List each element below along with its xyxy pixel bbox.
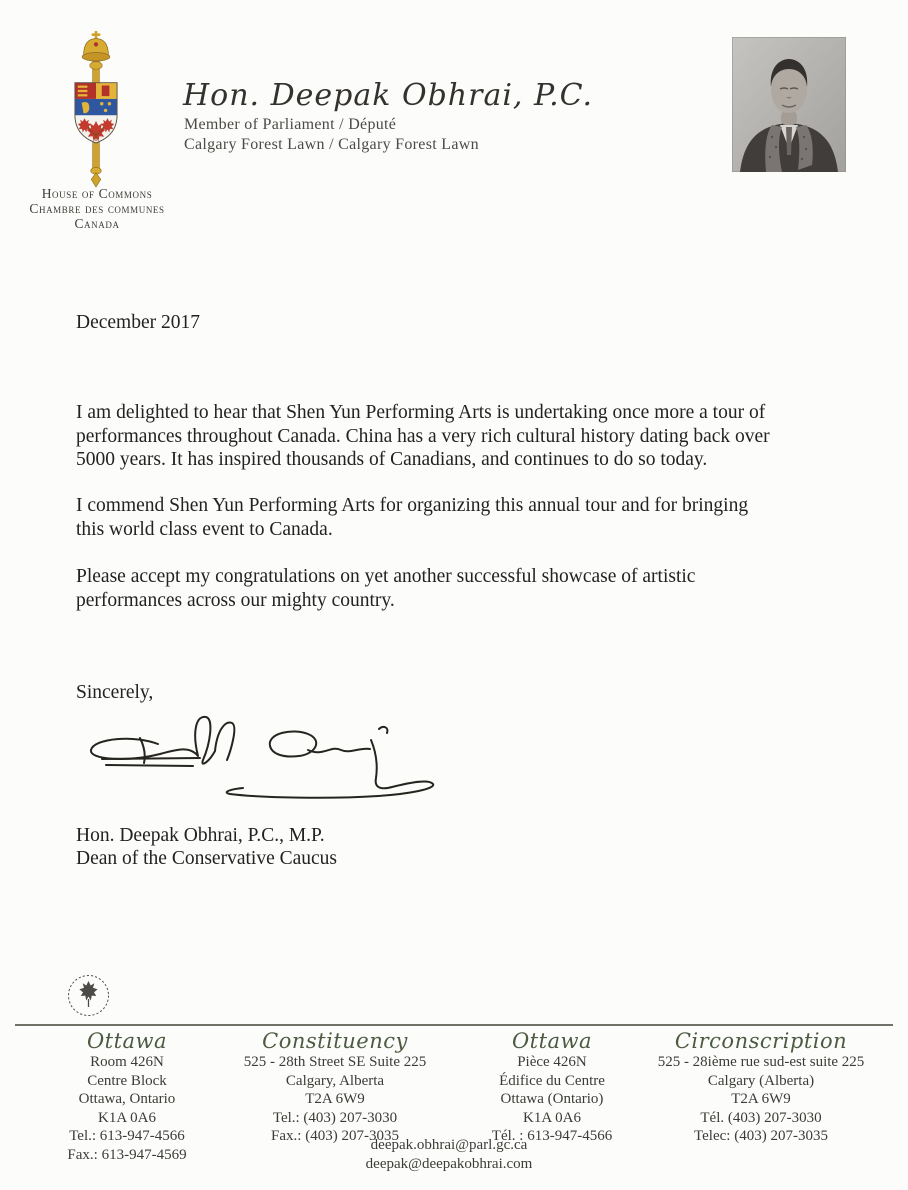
footer-emails <box>330 1136 568 1174</box>
paragraph-3-line1: Please accept my congratulations on yet another successful showcase of artistic <box>76 566 696 587</box>
footer-col2-line: Calgary, Alberta <box>285 1072 385 1089</box>
signer-title: Dean of the Conservative Caucus <box>76 848 338 869</box>
footer-col1-line: K1A 0A6 <box>98 1109 156 1126</box>
footer-col4-line: 525 - 28ième rue sud-est suite 225 <box>657 1054 865 1070</box>
footer-col2-line: 525 - 28th Street SE Suite 225 <box>243 1054 427 1070</box>
signer-name: Hon. Deepak Obhrai, P.C., M.P. <box>76 825 325 846</box>
paragraph-2-line2: this world class event to Canada. <box>76 518 333 540</box>
footer-column-constituency <box>225 1029 445 1146</box>
footer-col1-line: Fax.: 613-947-4569 <box>67 1146 187 1163</box>
crest-caption-line1: House of Commons <box>41 186 153 201</box>
paragraph-3-line2: performances across our mighty country. <box>76 589 395 611</box>
footer-col3-line: K1A 0A6 <box>523 1109 581 1126</box>
footer-col4-line: Calgary (Alberta) <box>707 1072 815 1089</box>
footer-col1-line: Tel.: 613-947-4566 <box>69 1128 185 1144</box>
paragraph-1-line2: performances throughout Canada. China has a very rich cultural history dating back over <box>76 425 770 447</box>
crest-caption-line3: Canada <box>74 216 120 231</box>
footer-column-circonscription <box>645 1029 877 1146</box>
email-personal: deepak@deepakobhrai.com <box>365 1156 533 1172</box>
footer-col3-line: Pièce 426N <box>517 1054 587 1070</box>
footer-col3-heading: Ottawa <box>511 1029 593 1053</box>
paragraph-1-line3: 5000 years. It has inspired thousands of Canadians, and continues to do so today. <box>76 449 708 470</box>
paragraph-1-line1: I am delighted to hear that Shen Yun Performing Arts is undertaking once more a tour of <box>76 402 766 423</box>
footer-col1-line: Centre Block <box>87 1072 167 1089</box>
closing-salutation: Sincerely, <box>76 682 154 703</box>
footer-column-ottawa-en <box>27 1029 227 1164</box>
footer-col2-line: Fax.: (403) 207-3035 <box>271 1128 399 1144</box>
footer-col2-heading: Constituency <box>262 1029 408 1053</box>
mp-riding: Calgary Forest Lawn / Calgary Forest Lawn <box>184 136 479 153</box>
eco-choice-seal-icon <box>66 973 111 1018</box>
footer-col1-line: Ottawa, Ontario <box>78 1091 176 1107</box>
footer-col4-line: T2A 6W9 <box>731 1091 791 1107</box>
crest-caption-line2: Chambre des communes <box>29 201 165 216</box>
portrait-photo <box>732 37 846 172</box>
footer-col3-line: Édifice du Centre <box>499 1072 605 1089</box>
letter-date: December 2017 <box>76 312 200 333</box>
footer-col4-line: Telec: (403) 207-3035 <box>694 1128 828 1144</box>
footer-col2-line: Tel.: (403) 207-3030 <box>272 1109 398 1126</box>
footer-col4-line: Tél. (403) 207-3030 <box>700 1109 822 1126</box>
footer-col4-heading: Circonscription <box>674 1029 848 1053</box>
footer-column-ottawa-fr <box>452 1029 652 1146</box>
email-parl: deepak.obhrai@parl.gc.ca <box>370 1137 528 1153</box>
paragraph-2-line1: I commend Shen Yun Performing Arts for organizing this annual tour and for bringing <box>76 495 749 516</box>
paragraph-2 <box>76 494 800 541</box>
footer-col3-line: Tél. : 613-947-4566 <box>491 1128 613 1144</box>
crest-caption <box>8 186 186 231</box>
footer-divider <box>15 1024 893 1026</box>
paragraph-1 <box>76 401 800 472</box>
footer-col3-line: Ottawa (Ontario) <box>500 1091 604 1107</box>
paragraph-3 <box>76 565 800 612</box>
footer-col1-line: Room 426N <box>90 1054 164 1070</box>
signature-icon <box>80 702 455 812</box>
mp-title: Member of Parliament / Député <box>184 116 397 133</box>
footer-col1-heading: Ottawa <box>86 1029 168 1053</box>
footer-col2-line: T2A 6W9 <box>305 1091 365 1107</box>
house-of-commons-crest-icon <box>48 30 144 188</box>
mp-name: Hon. Deepak Obhrai, P.C. <box>183 78 594 113</box>
